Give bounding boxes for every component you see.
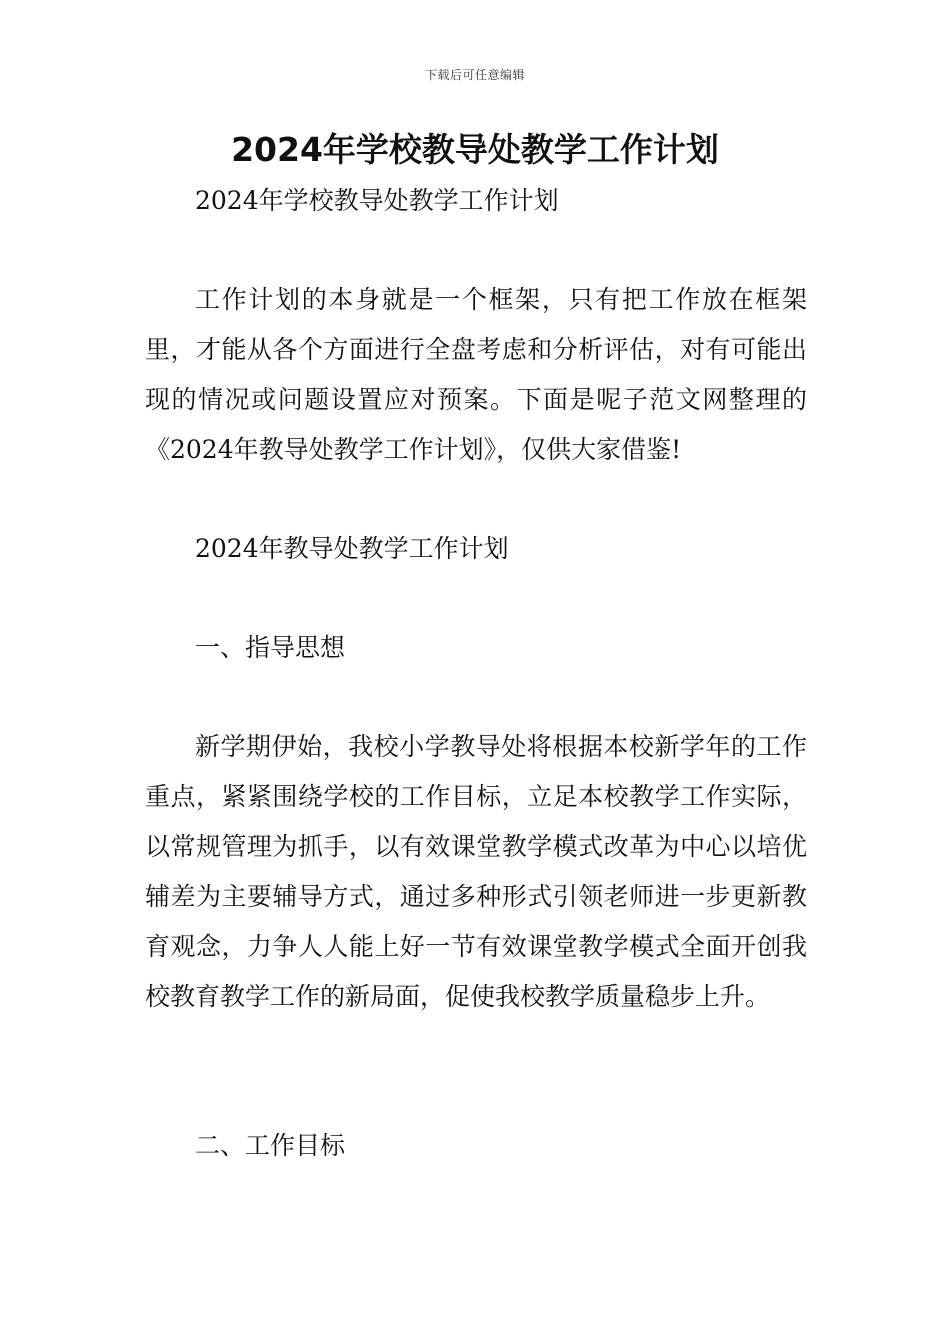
plan-title-paragraph: 2024年教导处教学工作计划 xyxy=(195,534,509,563)
intro-paragraph: 工作计划的本身就是一个框架，只有把工作放在框架里，才能从各个方面进行全盘考虑和分析评估，对有可能出现的情况或问题设置应对预案。下面是呢子范文网整理的《2024年教导处教学工作计划》，仅供大家借鉴! xyxy=(145,285,807,464)
header-note: 下载后可任意编辑 xyxy=(424,68,525,82)
document-title: 2024年学校教导处教学工作计划 xyxy=(231,130,719,169)
section-paragraph-guiding-ideology: 新学期伊始，我校小学教导处将根据本校新学年的工作重点，紧紧围绕学校的工作目标，立足本校教学工作实际，以常规管理为抓手，以有效课堂教学模式改革为中心以培优辅差为主要辅导方式，通过多种形式引领老师进一步更新教育观念，力争人人能上好一节有效课堂教学模式全面开创我校教育教学工作的新局面，促使我校教学质量稳步上升。 xyxy=(145,732,807,1011)
subtitle-paragraph: 2024年学校教导处教学工作计划 xyxy=(195,186,559,215)
section-heading-guiding-ideology: 一、指导思想 xyxy=(195,633,346,662)
section-heading-work-goals: 二、工作目标 xyxy=(195,1131,346,1160)
